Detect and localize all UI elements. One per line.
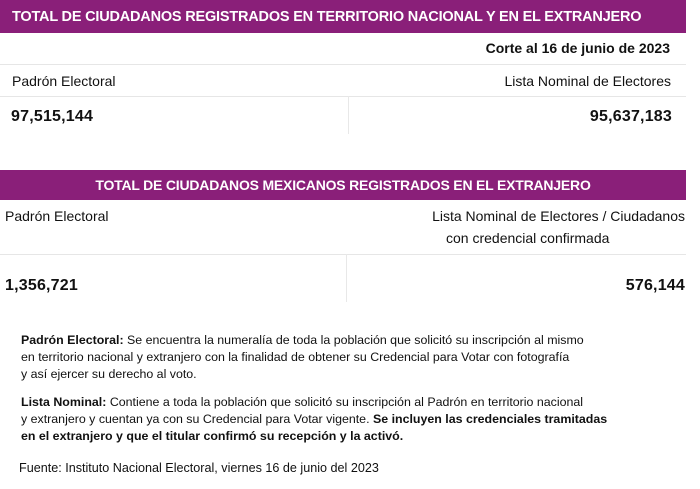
lista-definition-line1: Contiene a toda la población que solicitó su inscripción al Padrón en territorio nacional [109,395,584,409]
national-total-banner [0,0,686,33]
abroad-lista-label-line2: con credencial confirmada [446,230,610,246]
abroad-lista-value: 576,144 [625,277,685,294]
column-divider [346,254,347,302]
abroad-total-title: TOTAL DE CIUDADANOS MEXICANOS REGISTRADOS EN EL EXTRANJERO [95,177,591,193]
abroad-total-banner [0,170,686,200]
padron-definition-line2: en territorio nacional y extranjero con la finalidad de obtener su Credencial para Votar con fotografía [21,350,570,364]
national-lista-label: Lista Nominal de Electores [504,73,671,89]
lista-definition [21,394,686,445]
column-divider [348,96,349,134]
padron-definition [21,332,686,383]
cutoff-date: Corte al 16 de junio de 2023 [485,40,670,56]
lista-definition-line2b: Se incluyen las credenciales tramitadas [372,412,608,426]
padron-definition-line1: Se encuentra la numeralía de toda la población que solicitó su inscripción al mismo [127,333,584,347]
divider [0,64,686,65]
source-note: Fuente: Instituto Nacional Electoral, viernes 16 de junio del 2023 [19,461,379,475]
abroad-padron-label: Padrón Electoral [5,208,109,224]
abroad-padron-value: 1,356,721 [5,277,78,294]
abroad-lista-label-line1: Lista Nominal de Electores / Ciudadanos [432,208,685,224]
padron-term: Padrón Electoral: [21,333,124,347]
national-total-title: TOTAL DE CIUDADANOS REGISTRADOS EN TERRITORIO NACIONAL Y EN EL EXTRANJERO [12,8,642,25]
national-padron-value: 97,515,144 [11,108,94,125]
lista-definition-line2a: y extranjero y cuentan ya con su Credencial para Votar vigente. [21,412,370,426]
divider [0,254,686,255]
lista-term: Lista Nominal: [21,395,107,409]
national-padron-label: Padrón Electoral [12,73,116,89]
national-lista-value: 95,637,183 [589,108,672,125]
lista-definition-line3: en el extranjero y que el titular confirmó su recepción y la activó. [21,429,404,443]
divider [0,96,686,97]
padron-definition-line3: y así ejercer su derecho al voto. [21,367,197,381]
